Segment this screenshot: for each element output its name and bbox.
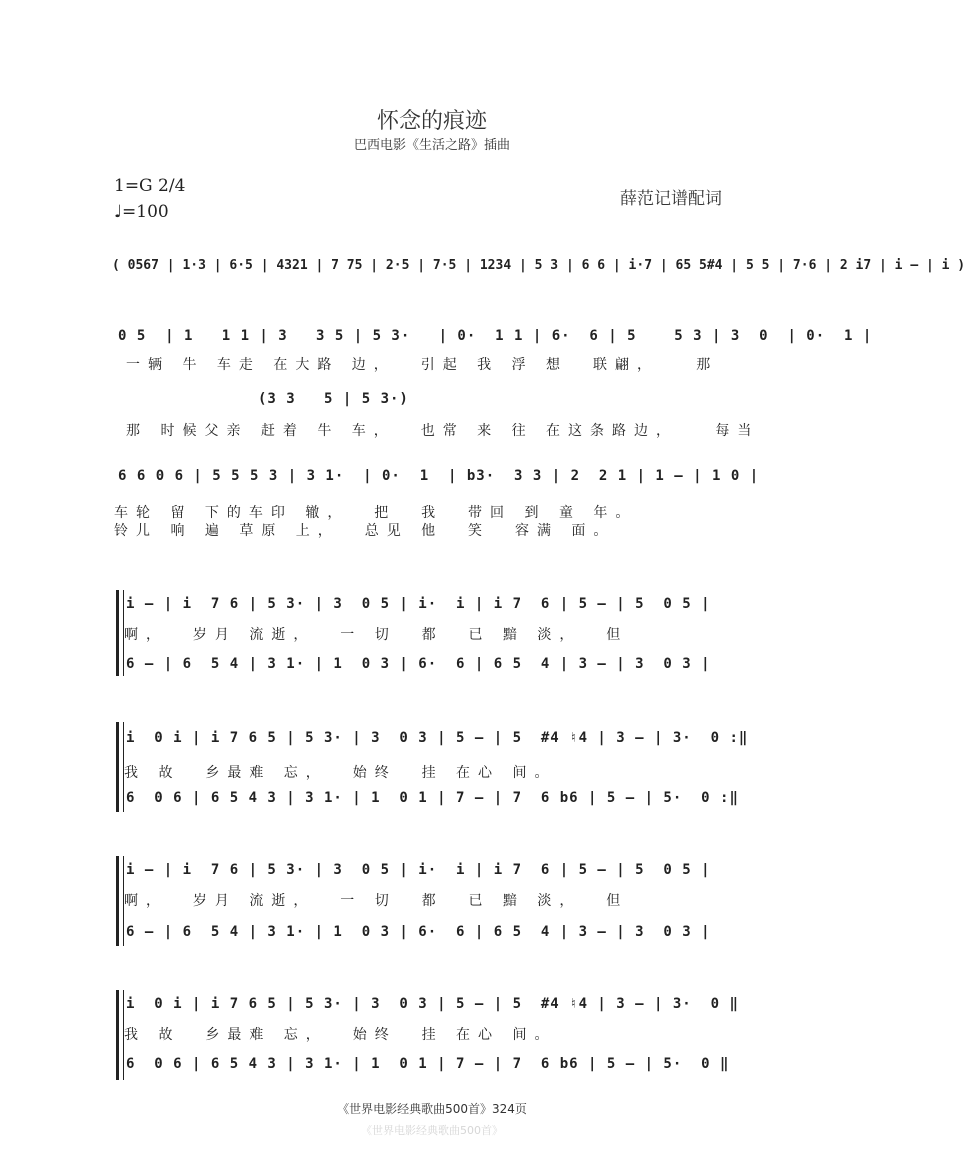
verse1-harmony: (3 3 5 | 5 3·)	[258, 391, 409, 407]
chorus1-bottom-notes: 6 – | 6 5 4 | 3 1· | 1 0 3 | 6· 6 | 6 5 4 | 3 – | 3 0 3 |	[126, 656, 711, 672]
verse2-notes: 6 6 0 6 | 5 5 5 3 | 3 1· | 0· 1 | b3· 3 3 | 2 2 1 | 1 – | 1 0 |	[118, 468, 760, 484]
system-bracket	[116, 990, 119, 1080]
verse1-lyric-2: 那 时候父亲 赶着 牛 车， 也常 来 往 在这条路边， 每当	[126, 423, 760, 439]
chorus3-top-notes: i – | i 7 6 | 5 3· | 3 0 5 | i· i | i 7 6 | 5 – | 5 0 5 |	[126, 862, 711, 878]
faded-footer: 《世界电影经典歌曲500首》	[361, 1124, 503, 1137]
key-signature: 1=G 2/4	[114, 176, 186, 196]
verse2-lyric-1: 车轮 留 下的车印 辙， 把 我 带回 到 童 年。	[114, 505, 638, 521]
chorus1-top-notes: i – | i 7 6 | 5 3· | 3 0 5 | i· i | i 7 6 | 5 – | 5 0 5 |	[126, 596, 711, 612]
verse2-lyric-2: 铃儿 响 遍 草原 上， 总见 他 笑 容满 面。	[114, 523, 616, 539]
chorus4-bottom-notes: 6 0 6 | 6 5 4 3 | 3 1· | 1 0 1 | 7 – | 7 6 b6 | 5 – | 5· 0 ‖	[126, 1056, 730, 1072]
chorus1-lyric: 啊， 岁月 流逝， 一 切 都 已 黯 淡， 但	[124, 627, 629, 643]
verse1-notes: 0 5 | 1 1 1 | 3 3 5 | 5 3· | 0· 1 1 | 6· 6 | 5 5 3 | 3 0 | 0· 1 |	[118, 328, 873, 344]
source-footer: 《世界电影经典歌曲500首》324页	[337, 1102, 527, 1116]
chorus2-lyric: 我 故 乡最难 忘， 始终 挂 在心 间。	[124, 765, 557, 781]
tempo-marking: ♩=100	[114, 202, 169, 222]
chorus2-bottom-notes: 6 0 6 | 6 5 4 3 | 3 1· | 1 0 1 | 7 – | 7 6 b6 | 5 – | 5· 0 :‖	[126, 790, 739, 806]
verse1-lyric-1: 一辆 牛 车走 在大路 边， 引起 我 浮 想 联翩， 那	[126, 357, 719, 373]
arranger-credit: 薛范记谱配词	[620, 189, 722, 209]
chorus3-lyric: 啊， 岁月 流逝， 一 切 都 已 黯 淡， 但	[124, 893, 629, 909]
song-title: 怀念的痕迹	[376, 109, 487, 134]
system-bracket	[116, 856, 119, 946]
chorus2-top-notes: i 0 i | i 7 6 5 | 5 3· | 3 0 3 | 5 – | 5 #4 ♮4 | 3 – | 3· 0 :‖	[126, 730, 749, 746]
chorus4-top-notes: i 0 i | i 7 6 5 | 5 3· | 3 0 3 | 5 – | 5 #4 ♮4 | 3 – | 3· 0 ‖	[126, 996, 739, 1012]
chorus3-bottom-notes: 6 – | 6 5 4 | 3 1· | 1 0 3 | 6· 6 | 6 5 4 | 3 – | 3 0 3 |	[126, 924, 711, 940]
song-subtitle: 巴西电影《生活之路》插曲	[353, 138, 510, 153]
system-bracket	[116, 590, 119, 676]
system-bracket	[116, 722, 119, 812]
chorus4-lyric: 我 故 乡最难 忘， 始终 挂 在心 间。	[124, 1027, 557, 1043]
intro-notes: ( 0567 | 1·3 | 6·5 | 4321 | 7 75 | 2·5 | 7·5 | 1234 | 5 3 | 6 6 | i·7 | 65 5#4 | 5 5 | 7·6 | 2 i7 | i – | i )	[112, 258, 965, 273]
